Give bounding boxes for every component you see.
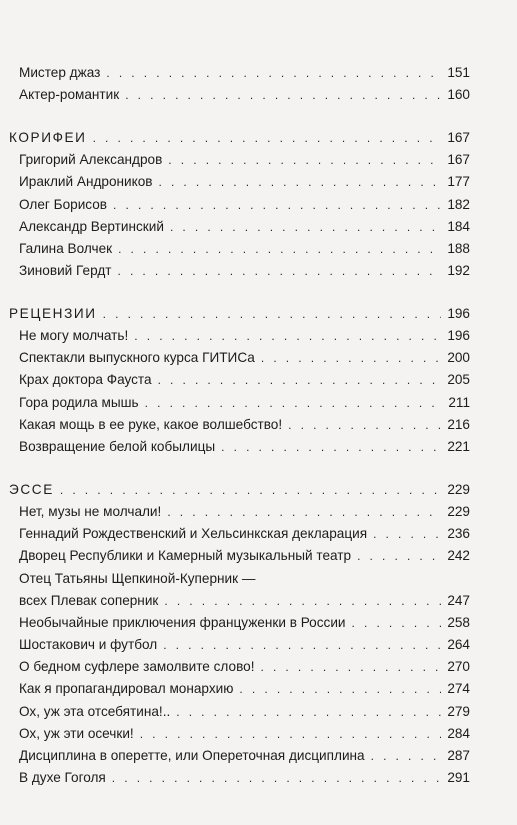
toc-entry: [9, 392, 470, 414]
toc-entry: [9, 347, 470, 369]
toc-section-heading: [9, 479, 470, 501]
toc-entry-title: Дворец Республики и Камерный музыкальный театр: [19, 548, 352, 564]
toc-entry-title: Александр Вертинский: [19, 218, 164, 234]
dot-leader: [117, 260, 441, 282]
toc-entry: [9, 767, 470, 789]
toc-entry-title: Галина Волчек: [19, 240, 113, 256]
dot-leader: [164, 590, 441, 612]
dot-leader: [159, 171, 442, 193]
toc-entry-title: Григорий Александров: [19, 152, 163, 168]
toc-entry: [9, 149, 470, 171]
section-page: 229: [447, 481, 470, 497]
toc-entry-title: Не могу молчать!: [19, 328, 129, 344]
toc-entry: [9, 62, 470, 84]
toc-entry-title: Ох, уж эти осечки!: [19, 725, 134, 741]
dot-leader: [261, 347, 441, 369]
dot-leader: [167, 501, 441, 523]
section-page: 167: [447, 129, 470, 145]
toc-entry: [9, 260, 470, 282]
section-gap: [9, 458, 470, 479]
toc-entry: [9, 545, 470, 567]
section-gap: [9, 282, 470, 303]
toc-entry: [9, 238, 470, 260]
toc-entry-page: 192: [447, 263, 470, 279]
section-gap: [9, 106, 470, 127]
toc-entry-title: Шостакович и футбол: [19, 637, 158, 653]
toc-entry-page: 274: [447, 681, 470, 697]
dot-leader: [357, 545, 441, 567]
section-title: ЭССЕ: [9, 481, 54, 497]
toc-entry: [9, 171, 470, 193]
toc-entry: [9, 414, 470, 436]
toc-entry-page: 188: [447, 240, 470, 256]
toc-entry-title: Гора родила мышь: [19, 394, 139, 410]
toc-entry-page: 184: [447, 218, 470, 234]
toc-entry: [9, 501, 470, 523]
toc-entry-page: 196: [447, 328, 470, 344]
toc-entry: [9, 84, 470, 106]
dot-leader: [352, 612, 442, 634]
toc-entry-title: Ох, уж эта отсебятина!..: [19, 703, 171, 719]
dot-leader: [170, 216, 441, 238]
toc-entry: [9, 612, 470, 634]
dot-leader: [125, 84, 441, 106]
toc-entry-page: 160: [447, 87, 470, 103]
toc-entry-page: 200: [447, 350, 470, 366]
toc-entry-page: 151: [447, 65, 470, 80]
toc-entry-page: 205: [447, 372, 470, 388]
toc-entry-title: Мистер джаз: [19, 65, 101, 80]
dot-leader: [113, 194, 441, 216]
toc-entry: [9, 523, 470, 545]
toc-entry-page: 242: [447, 548, 470, 564]
dot-leader: [371, 745, 442, 767]
toc-entry-page: 258: [447, 614, 470, 630]
toc-entry-title: Дисциплина в оперетте, или Опереточная дисциплина: [19, 748, 365, 764]
toc-entry: [9, 216, 470, 238]
toc-entry: [9, 436, 470, 458]
toc-section-heading: [9, 303, 470, 325]
dot-leader: [140, 723, 442, 745]
dot-leader: [112, 767, 442, 789]
table-of-contents: [9, 62, 470, 789]
toc-entry: [9, 568, 470, 590]
toc-entry-title: Крах доктора Фауста: [19, 372, 152, 388]
dot-leader: [261, 656, 442, 678]
toc-entry-page: 182: [447, 196, 470, 212]
dot-leader: [158, 369, 442, 391]
toc-entry-page: 236: [447, 526, 470, 542]
dot-leader: [221, 436, 441, 458]
toc-entry-page: 177: [447, 174, 470, 190]
dot-leader: [103, 303, 442, 325]
section-page: 196: [447, 305, 470, 321]
toc-entry: [9, 634, 470, 656]
toc-entry-title: Нет, музы не молчали!: [19, 503, 162, 519]
dot-leader: [288, 414, 441, 436]
toc-entry: [9, 656, 470, 678]
toc-entry: [9, 369, 470, 391]
dot-leader: [145, 392, 443, 414]
toc-entry: [9, 723, 470, 745]
toc-section-heading: [9, 127, 470, 149]
toc-entry-page: 279: [447, 703, 470, 719]
toc-entry-title: Как я пропагандировал монархию: [19, 681, 234, 697]
toc-entry-page: 264: [447, 637, 470, 653]
toc-entry: [9, 325, 470, 347]
toc-entry-title: В духе Гоголя: [19, 770, 106, 786]
toc-entry: [9, 745, 470, 767]
dot-leader: [106, 62, 441, 84]
toc-entry-title: Зиновий Гердт: [19, 263, 112, 279]
toc-entry-page: 287: [447, 748, 470, 764]
section-title: КОРИФЕИ: [9, 129, 87, 145]
toc-entry: [9, 590, 470, 612]
dot-leader: [134, 325, 441, 347]
section-title: РЕЦЕНЗИИ: [9, 305, 97, 321]
toc-entry-title: Спектакли выпускного курса ГИТИСа: [19, 350, 255, 366]
dot-leader: [93, 127, 442, 149]
toc-entry-page: 221: [447, 439, 470, 454]
dot-leader: [168, 149, 441, 171]
toc-entry-page: 211: [448, 394, 470, 410]
toc-entry-page: 270: [447, 659, 470, 675]
toc-entry-page: 247: [447, 592, 470, 608]
toc-entry-title: Ираклий Андроников: [19, 174, 153, 190]
toc-entry-title: всех Плевак соперник: [19, 592, 159, 608]
dot-leader: [118, 238, 441, 260]
toc-entry-page: 291: [447, 770, 470, 786]
toc-entry-page: 229: [447, 503, 470, 519]
toc-entry-title: Какая мощь в ее руке, какое волшебство!: [19, 416, 283, 432]
dot-leader: [176, 701, 441, 723]
toc-entry-title: Геннадий Рождественский и Хельсинкская декларация: [19, 526, 368, 542]
toc-entry-title: Олег Борисов: [19, 196, 108, 212]
dot-leader: [373, 523, 441, 545]
dot-leader: [239, 678, 441, 700]
toc-entry-page: 216: [447, 416, 470, 432]
toc-entry-page: 284: [447, 725, 470, 741]
toc-entry: [9, 701, 470, 723]
toc-entry-title: Возвращение белой кобылицы: [19, 439, 216, 454]
toc-entry-title: О бедном суфлере замолвите слово!: [19, 659, 255, 675]
toc-entry: [9, 194, 470, 216]
toc-entry-page: 167: [447, 152, 470, 168]
dot-leader: [60, 479, 441, 501]
toc-entry: [9, 678, 470, 700]
toc-entry-title: Необычайные приключения француженки в России: [19, 614, 346, 630]
toc-entry-title: Актер-романтик: [19, 87, 120, 103]
toc-entry-title: Отец Татьяны Щепкиной-Куперник —: [19, 570, 256, 586]
dot-leader: [163, 634, 441, 656]
